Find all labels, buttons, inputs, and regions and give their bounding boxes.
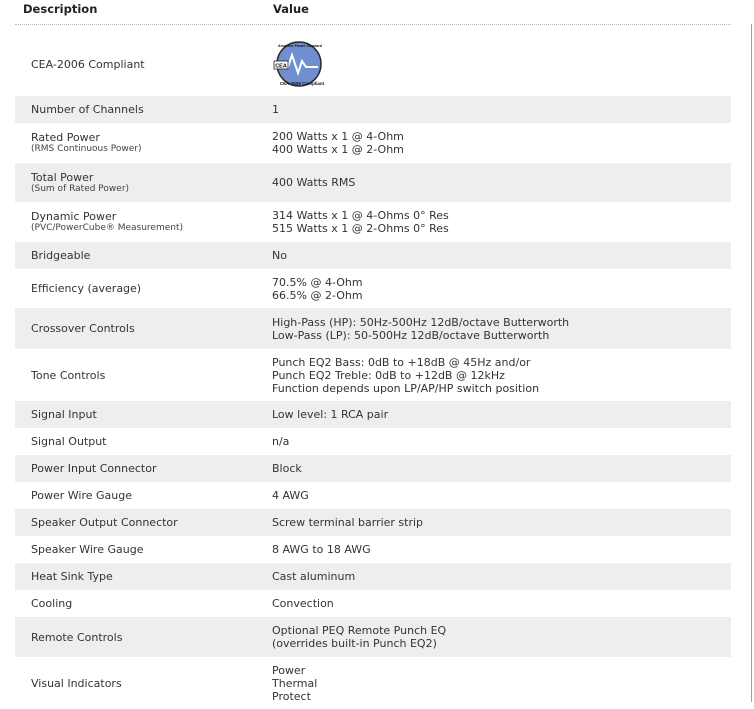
table-header — [15, 0, 731, 25]
spec-label: Speaker Output Connector — [31, 516, 178, 529]
description-cell — [15, 489, 272, 502]
spec-value: Thermal — [272, 676, 318, 690]
description-cell — [15, 171, 272, 195]
description-cell — [15, 369, 272, 382]
spec-value: Low level: 1 RCA pair — [272, 408, 389, 421]
table-row — [15, 482, 731, 509]
spec-value: 314 Watts x 1 @ 4-Ohms 0° Res — [272, 209, 449, 222]
description-cell — [15, 210, 272, 234]
spec-value: Screw terminal barrier strip — [272, 516, 424, 529]
value-cell — [272, 276, 731, 302]
spec-value: Power — [272, 663, 306, 677]
spec-table-frame — [0, 24, 752, 702]
table-row — [15, 455, 731, 482]
spec-label: Heat Sink Type — [31, 570, 113, 583]
value-cell — [272, 462, 731, 475]
table-row — [15, 657, 731, 709]
spec-value: Convection — [272, 597, 334, 610]
value-column-header: Value — [273, 2, 309, 16]
description-cell — [15, 462, 272, 475]
value-cell — [272, 37, 731, 91]
description-cell — [15, 677, 272, 690]
spec-label: Rated Power — [31, 131, 100, 144]
spec-label: Bridgeable — [31, 249, 91, 262]
spec-label: CEA-2006 Compliant — [31, 57, 145, 71]
logo-top-text: Amplifier Power Standard — [278, 44, 322, 48]
spec-label: Speaker Wire Gauge — [31, 543, 144, 556]
spec-value: (overrides built-in Punch EQ2) — [272, 637, 437, 650]
description-cell — [15, 58, 272, 71]
value-cell — [272, 489, 731, 502]
description-cell — [15, 631, 272, 644]
spec-sublabel: (RMS Continuous Power) — [31, 144, 142, 154]
table-row — [15, 242, 731, 269]
value-cell — [272, 103, 731, 116]
spec-label: Power Input Connector — [31, 462, 157, 475]
spec-label: Remote Controls — [31, 630, 123, 644]
description-cell — [15, 516, 272, 529]
logo-bottom-text: CEA-2006 Compliant — [279, 81, 325, 86]
spec-table — [15, 32, 731, 709]
spec-value: 400 Watts RMS — [272, 176, 356, 189]
table-row — [15, 123, 731, 163]
spec-value: No — [272, 249, 287, 262]
spec-value: 8 AWG to 18 AWG — [272, 543, 371, 556]
value-cell — [272, 130, 731, 156]
spec-value: Optional PEQ Remote Punch EQ — [272, 624, 447, 637]
spec-value: Block — [272, 462, 302, 475]
spec-label: Cooling — [31, 597, 73, 610]
spec-label: Efficiency (average) — [31, 282, 142, 295]
spec-value: Low-Pass (LP): 50-500Hz 12dB/octave Butterworth — [272, 328, 550, 342]
value-cell — [272, 570, 731, 583]
value-cell — [272, 624, 731, 650]
description-cell — [15, 570, 272, 583]
value-cell — [272, 516, 731, 529]
spec-value: Protect — [272, 689, 311, 703]
spec-value: 200 Watts x 1 @ 4-Ohm — [272, 130, 404, 143]
spec-label: Dynamic Power — [31, 210, 117, 223]
spec-value: Punch EQ2 Treble: 0dB to +12dB @ 12kHz — [272, 368, 505, 382]
table-row — [15, 401, 731, 428]
spec-label: Tone Controls — [31, 368, 106, 382]
value-cell — [272, 249, 731, 262]
spec-value: High-Pass (HP): 50Hz-500Hz 12dB/octave Butterworth — [272, 315, 570, 329]
table-row — [15, 96, 731, 123]
description-cell — [15, 249, 272, 262]
spec-value: Function depends upon LP/AP/HP switch position — [272, 381, 540, 395]
table-row — [15, 536, 731, 563]
spec-sublabel: (Sum of Rated Power) — [31, 183, 130, 194]
spec-value: Punch EQ2 Bass: 0dB to +18dB @ 45Hz and/or — [272, 355, 531, 369]
description-cell — [15, 282, 272, 295]
description-cell — [15, 131, 272, 155]
value-cell — [272, 597, 731, 610]
spec-value: Cast aluminum — [272, 570, 356, 583]
value-cell — [272, 543, 731, 556]
value-cell — [272, 664, 731, 703]
table-row — [15, 509, 731, 536]
spec-value: 400 Watts x 1 @ 2-Ohm — [272, 143, 404, 156]
table-row — [15, 563, 731, 590]
spec-label: Signal Input — [31, 408, 97, 421]
spec-value: 70.5% @ 4-Ohm — [272, 275, 363, 289]
spec-value: n/a — [272, 435, 290, 448]
description-cell — [15, 408, 272, 421]
table-row — [15, 269, 731, 308]
logo-side-text: CEA — [275, 63, 287, 70]
spec-label: Crossover Controls — [31, 322, 135, 335]
table-row — [15, 202, 731, 242]
spec-label: Power Wire Gauge — [31, 489, 132, 502]
value-cell — [272, 316, 731, 342]
spec-label: Visual Indicators — [31, 676, 122, 690]
description-cell — [15, 322, 272, 335]
table-row — [15, 308, 731, 349]
table-row — [15, 163, 731, 202]
value-cell — [272, 408, 731, 421]
description-column-header: Description — [23, 2, 98, 16]
value-cell — [272, 435, 731, 448]
table-row — [15, 32, 731, 96]
spec-value: 4 AWG — [272, 489, 309, 502]
spec-sublabel: (PVC/PowerCube® Measurement) — [31, 223, 184, 233]
spec-value: 515 Watts x 1 @ 2-Ohms 0° Res — [272, 222, 449, 235]
table-row — [15, 590, 731, 617]
table-row — [15, 617, 731, 657]
table-row — [15, 428, 731, 455]
spec-value: 66.5% @ 2-Ohm — [272, 288, 363, 302]
description-cell — [15, 543, 272, 556]
description-cell — [15, 435, 272, 448]
value-cell — [272, 209, 731, 235]
value-cell — [272, 356, 731, 395]
value-cell — [272, 176, 731, 189]
spec-label: Total Power — [31, 170, 94, 184]
description-cell — [15, 597, 272, 610]
spec-value: 1 — [272, 103, 279, 116]
spec-label: Signal Output — [31, 435, 107, 448]
spec-label: Number of Channels — [31, 103, 144, 116]
cea-2006-logo-icon — [272, 37, 326, 91]
table-row — [15, 349, 731, 401]
description-cell — [15, 103, 272, 116]
